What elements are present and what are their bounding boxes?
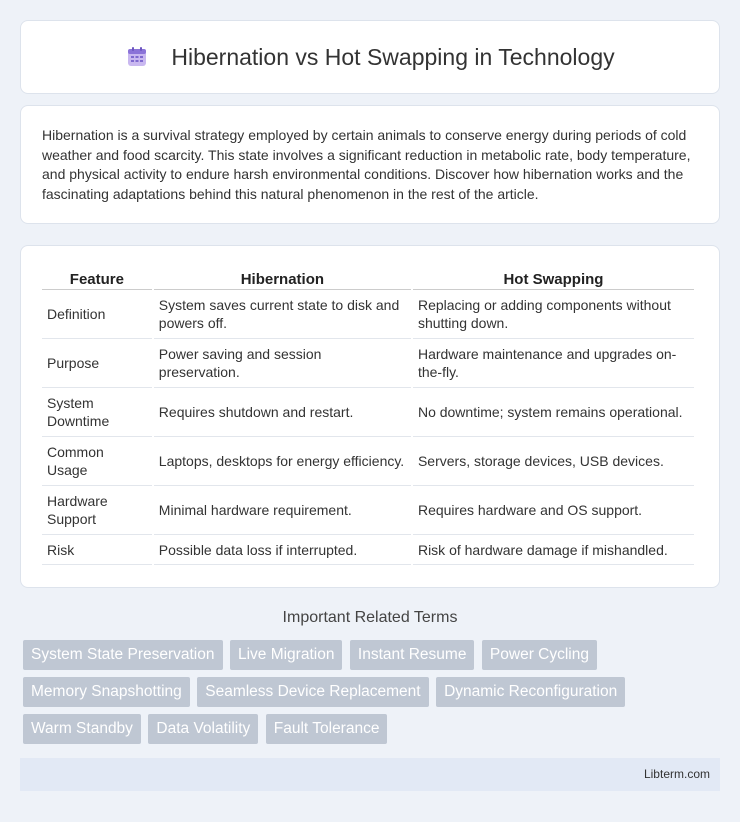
table-cell: Common Usage <box>42 437 152 486</box>
related-term-tag[interactable]: Data Volatility <box>148 714 258 744</box>
table-row <box>42 388 694 437</box>
table-cell: Requires shutdown and restart. <box>154 388 411 437</box>
table-cell: Risk <box>42 535 152 565</box>
table-row <box>42 437 694 486</box>
table-cell: Power saving and session preservation. <box>154 339 411 388</box>
page-title: Hibernation vs Hot Swapping in Technology <box>171 43 615 70</box>
intro-text: Hibernation is a survival strategy employed by certain animals to conserve energy during periods of cold weather and food scarcity. This state involves a significant reduction in metabolic rate, body temperature, and physical activity to endure harsh environmental conditions. Discover how hibernation works and the fascinating adaptations behind this natural phenomenon in the rest of the article. <box>42 127 691 202</box>
title-card <box>20 20 720 94</box>
table-row <box>42 535 694 565</box>
footer <box>20 758 720 791</box>
table-cell: Possible data loss if interrupted. <box>154 535 411 565</box>
related-term-tag[interactable]: Seamless Device Replacement <box>197 677 428 707</box>
related-terms-tags <box>23 640 723 751</box>
related-term-tag[interactable]: Power Cycling <box>482 640 597 670</box>
header-feature: Feature <box>42 266 152 290</box>
table-cell: System Downtime <box>42 388 152 437</box>
table-cell: Minimal hardware requirement. <box>154 486 411 535</box>
related-terms-title: Important Related Terms <box>282 609 458 626</box>
comparison-table-card <box>20 245 720 588</box>
table-cell: Replacing or adding components without shutting down. <box>413 290 694 339</box>
related-term-tag[interactable]: System State Preservation <box>23 640 223 670</box>
related-term-tag[interactable]: Instant Resume <box>350 640 475 670</box>
related-term-tag[interactable]: Dynamic Reconfiguration <box>436 677 625 707</box>
calendar-icon <box>125 45 149 69</box>
table-cell: Hardware Support <box>42 486 152 535</box>
table-cell: Risk of hardware damage if mishandled. <box>413 535 694 565</box>
table-row <box>42 486 694 535</box>
table-cell: Purpose <box>42 339 152 388</box>
intro-card <box>20 105 720 224</box>
table-header-row <box>42 266 694 290</box>
table-cell: Definition <box>42 290 152 339</box>
footer-link[interactable]: Libterm.com <box>643 767 710 781</box>
header-hibernation: Hibernation <box>154 266 411 290</box>
related-term-tag[interactable]: Warm Standby <box>23 714 141 744</box>
table-cell: System saves current state to disk and powers off. <box>154 290 411 339</box>
table-cell: No downtime; system remains operational. <box>413 388 694 437</box>
table-cell: Requires hardware and OS support. <box>413 486 694 535</box>
table-row <box>42 339 694 388</box>
related-term-tag[interactable]: Memory Snapshotting <box>23 677 190 707</box>
table-cell: Laptops, desktops for energy efficiency. <box>154 437 411 486</box>
comparison-table <box>40 266 696 565</box>
table-cell: Hardware maintenance and upgrades on-the-fly. <box>413 339 694 388</box>
related-term-tag[interactable]: Live Migration <box>230 640 343 670</box>
table-row <box>42 290 694 339</box>
related-term-tag[interactable]: Fault Tolerance <box>266 714 388 744</box>
table-cell: Servers, storage devices, USB devices. <box>413 437 694 486</box>
header-hot-swapping: Hot Swapping <box>413 266 694 290</box>
